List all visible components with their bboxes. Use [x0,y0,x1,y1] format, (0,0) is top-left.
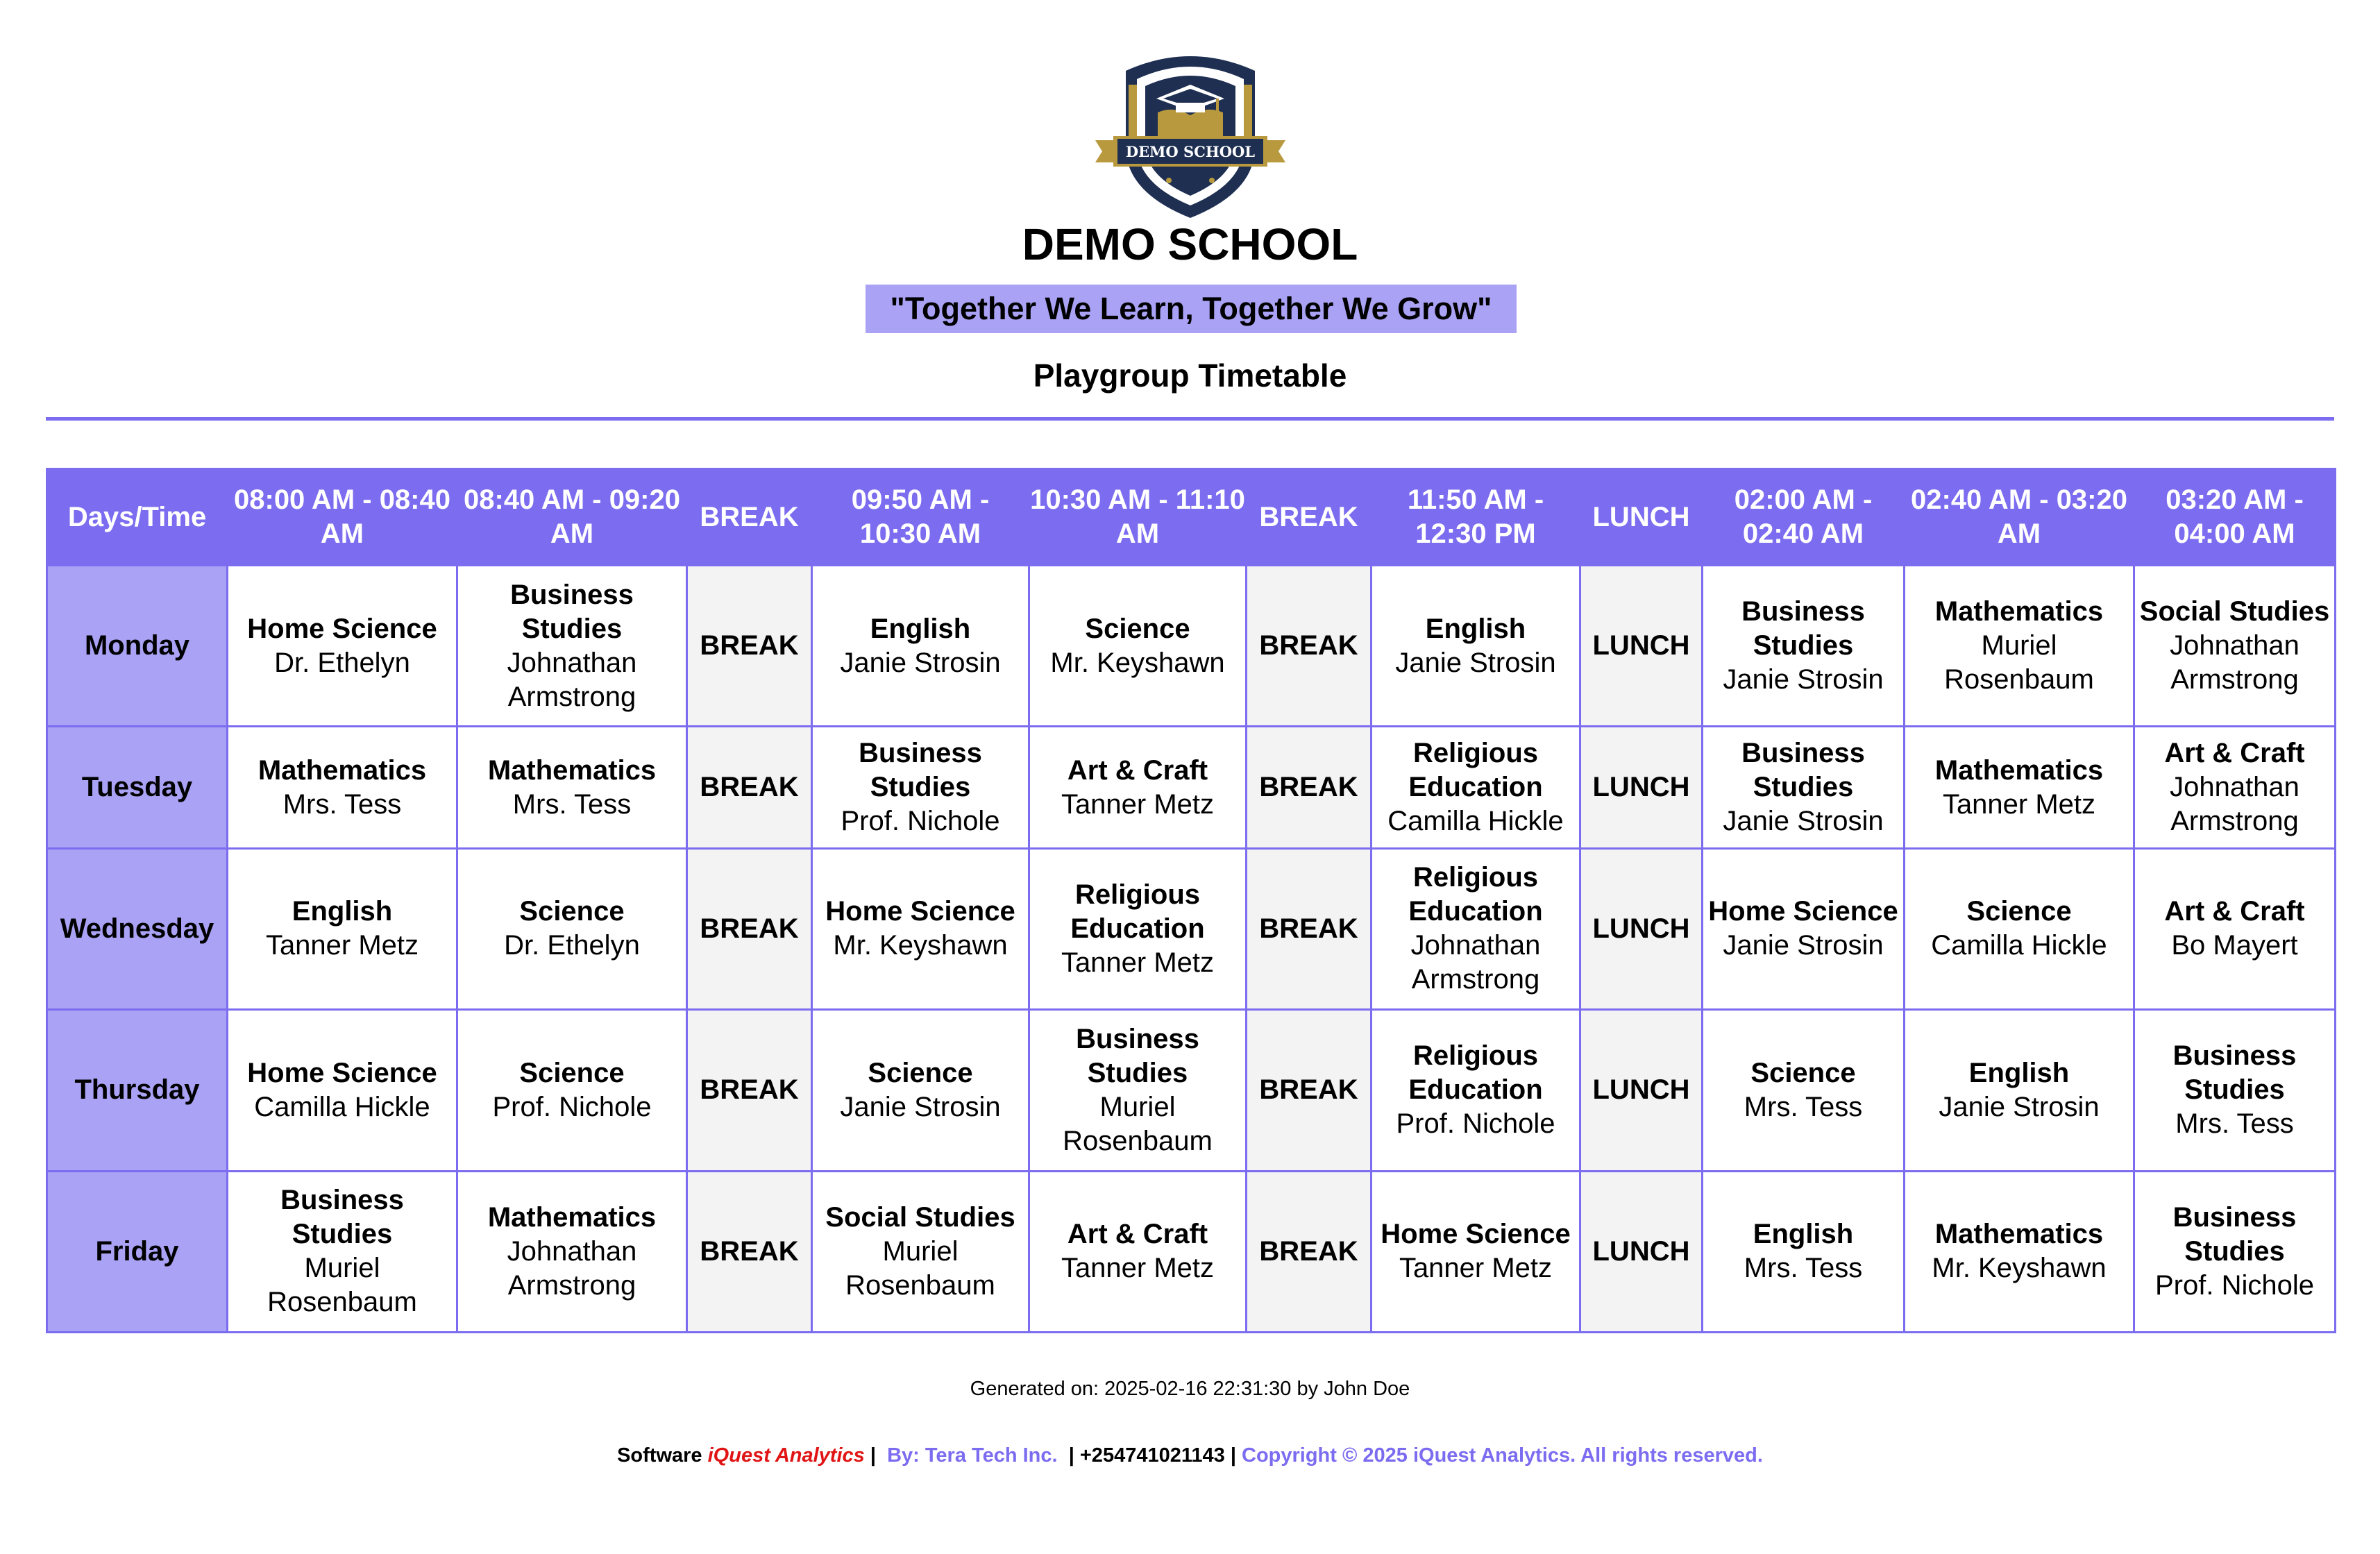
lesson-teacher: Mrs. Tess [282,788,402,820]
lesson-cell [1029,848,1247,1009]
lesson-subject: Home Science [247,613,437,644]
lesson-teacher: Johnathan Armstrong [507,647,637,712]
footer-separator: | [1224,1444,1242,1467]
lesson-cell [457,1010,687,1171]
lesson-cell [228,566,457,727]
lesson-teacher: Muriel Rosenbaum [1944,630,2094,695]
lesson-cell [812,566,1029,727]
lesson-cell [457,1171,687,1332]
lesson-teacher: Mrs. Tess [512,788,632,820]
lesson-cell [812,848,1029,1009]
lesson-teacher: Johnathan Armstrong [507,1235,637,1301]
lesson-cell [1905,848,2134,1009]
lesson-cell [1372,1171,1580,1332]
lesson-subject: Business Studies [1076,1023,1199,1088]
lesson-subject: Religious Education [1408,738,1543,803]
lesson-cell [812,1010,1029,1171]
lesson-subject: Social Studies [2139,596,2330,627]
lesson-subject: Business Studies [2172,1201,2297,1267]
table-row [47,1171,2336,1332]
table-body [47,566,2336,1333]
lesson-teacher: Johnathan Armstrong [2170,630,2299,695]
lesson-subject: English [292,896,393,927]
lesson-subject: Business Studies [1741,596,1865,661]
day-label: Friday [47,1171,228,1332]
page-footer [0,1442,2380,1469]
school-logo-crest-icon [1095,43,1285,219]
school-motto: "Together We Learn, Together We Grow" [866,285,1517,333]
lesson-cell [1029,566,1247,727]
lesson-teacher: Tanner Metz [265,930,419,961]
lesson-subject: Mathematics [1934,596,2104,627]
lesson-subject: Mathematics [487,1201,657,1233]
lesson-teacher: Bo Mayert [2171,930,2298,961]
lesson-teacher: Prof. Nichole [2155,1269,2314,1301]
lesson-teacher: Muriel Rosenbaum [1063,1091,1213,1156]
lunch-cell: LUNCH [1580,566,1703,727]
break-cell: BREAK [687,1171,812,1332]
lesson-teacher: Tanner Metz [1061,947,1215,978]
lunch-cell: LUNCH [1580,727,1703,848]
lesson-subject: Mathematics [1934,1219,2104,1250]
day-label: Thursday [47,1010,228,1171]
lesson-subject: Art & Craft [2164,738,2305,769]
lesson-teacher: Dr. Ethelyn [504,930,640,961]
lesson-subject: Art & Craft [2164,896,2305,927]
lesson-teacher: Mrs. Tess [1744,1091,1863,1122]
header-time-slot: 02:40 AM - 03:20 AM [1905,469,2134,566]
school-name: DEMO SCHOOL [1022,219,1358,269]
lesson-teacher: Johnathan Armstrong [2170,772,2299,837]
break-cell: BREAK [687,1010,812,1171]
footer-copyright: Copyright © 2025 iQuest Analytics. All rights reserved. [1242,1444,1763,1467]
lesson-cell [1029,1171,1247,1332]
lesson-cell [1372,727,1580,848]
lesson-cell [2134,1171,2336,1332]
lesson-cell [1372,566,1580,727]
footer-phone: +254741021143 [1079,1444,1225,1467]
lunch-cell: LUNCH [1580,1010,1703,1171]
lesson-teacher: Prof. Nichole [492,1091,652,1122]
lesson-subject: Religious Education [1408,1040,1543,1106]
lesson-cell [812,1171,1029,1332]
timetable-title: Playgroup Timetable [1033,357,1347,394]
lesson-subject: English [1425,613,1526,644]
break-cell: BREAK [1247,1010,1372,1171]
lesson-teacher: Tanner Metz [1061,788,1215,820]
header-time-slot: 03:20 AM - 04:00 AM [2134,469,2336,566]
header-divider [46,417,2334,421]
header-days-time: Days/Time [47,469,228,566]
generated-info: Generated on: 2025-02-16 22:31:30 by John Doe [970,1378,1410,1400]
footer-software-name: iQuest Analytics [707,1444,865,1467]
header-time-slot: 10:30 AM - 11:10 AM [1029,469,1247,566]
lesson-cell [457,727,687,848]
lesson-cell [1905,566,2134,727]
lesson-subject: Science [868,1057,973,1088]
lesson-teacher: Janie Strosin [1723,806,1884,837]
lesson-subject: English [870,613,971,644]
lunch-cell: LUNCH [1580,848,1703,1009]
lesson-teacher: Camilla Hickle [1931,930,2107,961]
footer-by: By: Tera Tech Inc. [887,1444,1058,1467]
lesson-cell [457,848,687,1009]
table-row [47,848,2336,1009]
lesson-subject: Religious Education [1408,862,1543,927]
timetable-table [46,468,2336,1333]
lesson-teacher: Mr. Keyshawn [833,930,1008,961]
break-cell: BREAK [1247,848,1372,1009]
lesson-cell [1372,1010,1580,1171]
header-time-slot: 09:50 AM - 10:30 AM [812,469,1029,566]
day-label: Monday [47,566,228,727]
lesson-subject: Business Studies [280,1185,404,1250]
lesson-cell [2134,727,2336,848]
break-cell: BREAK [687,566,812,727]
lesson-teacher: Tanner Metz [1399,1253,1553,1284]
header-time-slot: 08:00 AM - 08:40 AM [228,469,457,566]
footer-separator: | [864,1444,888,1467]
lesson-cell [1905,1010,2134,1171]
lesson-subject: Social Studies [825,1201,1015,1233]
lesson-teacher: Mr. Keyshawn [1932,1253,2107,1284]
lesson-cell [228,1010,457,1171]
break-cell: BREAK [687,848,812,1009]
header-time-slot: 11:50 AM - 12:30 PM [1372,469,1580,566]
lesson-subject: Home Science [247,1057,437,1088]
lesson-teacher: Muriel Rosenbaum [845,1235,995,1301]
lesson-subject: Science [519,1057,625,1088]
lesson-subject: Business Studies [859,738,982,803]
lesson-subject: English [1753,1219,1854,1250]
table-row [47,1010,2336,1171]
lesson-cell [1905,727,2134,848]
footer-separator: | [1057,1444,1080,1467]
table-row [47,566,2336,727]
lesson-cell [812,727,1029,848]
lesson-teacher: Mrs. Tess [1744,1253,1863,1284]
lesson-teacher: Dr. Ethelyn [274,647,410,678]
break-cell: BREAK [1247,727,1372,848]
lesson-subject: Science [1966,896,2072,927]
lesson-cell [228,1171,457,1332]
lesson-cell [2134,1010,2336,1171]
lesson-cell [1703,727,1905,848]
header-time-slot: BREAK [687,469,812,566]
lesson-teacher: Johnathan Armstrong [1410,930,1541,995]
lesson-subject: Science [1750,1057,1856,1088]
lesson-teacher: Janie Strosin [840,647,1001,678]
lesson-subject: Art & Craft [1067,754,1208,786]
lesson-teacher: Prof. Nichole [1396,1108,1555,1140]
lesson-subject: Business Studies [510,579,634,644]
lesson-subject: Home Science [1708,896,1898,927]
lesson-cell [2134,566,2336,727]
lesson-cell [1029,1010,1247,1171]
header-time-slot: 02:00 AM - 02:40 AM [1703,469,1905,566]
lesson-teacher: Mrs. Tess [2175,1108,2294,1140]
day-label: Tuesday [47,727,228,848]
lesson-subject: Business Studies [1741,738,1865,803]
lesson-cell [1372,848,1580,1009]
lesson-subject: Art & Craft [1067,1219,1208,1250]
lesson-cell [1703,848,1905,1009]
break-cell: BREAK [1247,1171,1372,1332]
lesson-teacher: Camilla Hickle [1387,806,1564,837]
header-time-slot: LUNCH [1580,469,1703,566]
lesson-cell [228,727,457,848]
lunch-cell: LUNCH [1580,1171,1703,1332]
header-time-slot: BREAK [1247,469,1372,566]
lesson-cell [1703,566,1905,727]
lesson-subject: Home Science [1381,1219,1571,1250]
lesson-teacher: Janie Strosin [840,1091,1001,1122]
footer-software-label: Software [617,1444,708,1467]
break-cell: BREAK [1247,566,1372,727]
lesson-subject: Business Studies [2172,1040,2297,1106]
lesson-subject: Science [1085,613,1190,644]
lesson-teacher: Muriel Rosenbaum [267,1253,417,1318]
table-row [47,727,2336,848]
lesson-teacher: Janie Strosin [1395,647,1556,678]
lesson-cell [2134,848,2336,1009]
lesson-cell [1703,1010,1905,1171]
lesson-teacher: Janie Strosin [1723,664,1884,695]
break-cell: BREAK [687,727,812,848]
logo-text: DEMO SCHOOL [1125,143,1256,160]
lesson-teacher: Janie Strosin [1939,1091,2100,1122]
lesson-subject: Mathematics [487,754,657,786]
lesson-teacher: Tanner Metz [1061,1253,1215,1284]
lesson-teacher: Mr. Keyshawn [1050,647,1225,678]
lesson-cell [228,848,457,1009]
header-time-slot: 08:40 AM - 09:20 AM [457,469,687,566]
day-label: Wednesday [47,848,228,1009]
lesson-subject: Mathematics [258,754,427,786]
lesson-cell [1703,1171,1905,1332]
lesson-subject: Religious Education [1070,879,1205,944]
lesson-cell [457,566,687,727]
lesson-subject: Mathematics [1934,754,2104,786]
lesson-subject: English [1968,1057,2070,1088]
lesson-cell [1029,727,1247,848]
lesson-teacher: Janie Strosin [1723,930,1884,961]
lesson-cell [1905,1171,2134,1332]
lesson-teacher: Prof. Nichole [841,806,1000,837]
lesson-subject: Science [519,896,625,927]
lesson-teacher: Camilla Hickle [254,1091,430,1122]
lesson-teacher: Tanner Metz [1942,788,2096,820]
lesson-subject: Home Science [825,896,1015,927]
table-header-row [47,469,2336,566]
